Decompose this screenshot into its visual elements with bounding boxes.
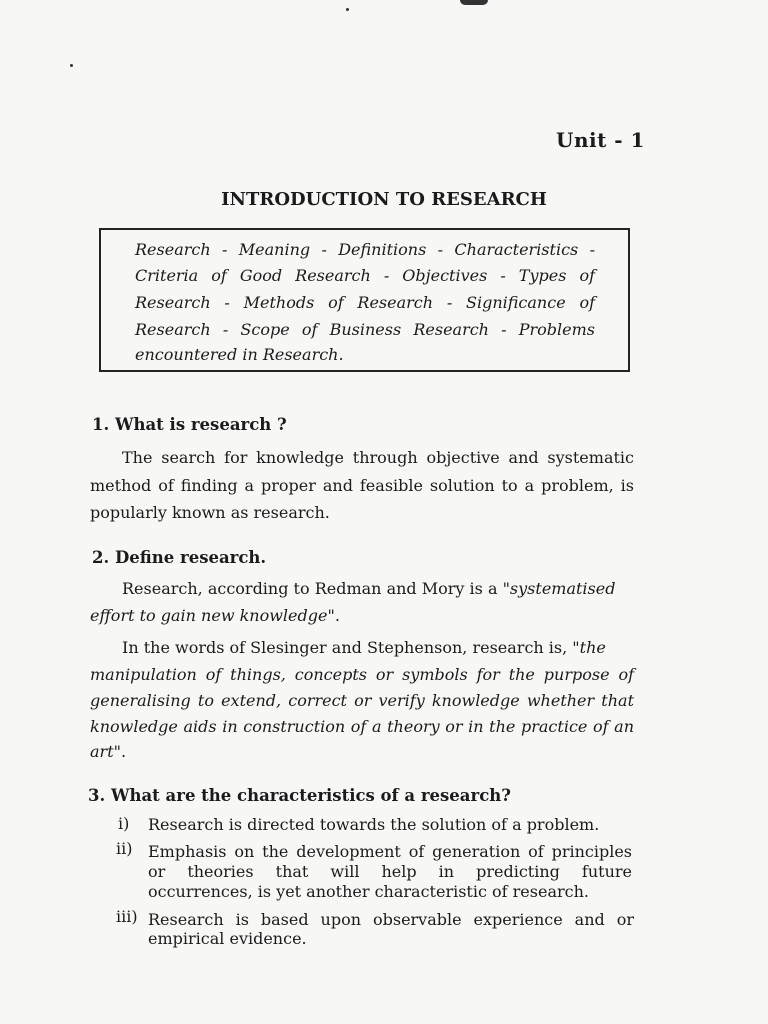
quote-line: manipulation of things, concepts or symbols for the purpose of <box>90 665 634 684</box>
quote-line: art". <box>90 742 127 761</box>
question-heading: 2. Define research. <box>92 548 267 567</box>
chapter-title: INTRODUCTION TO RESEARCH <box>221 189 547 210</box>
list-item-text: Emphasis on the development of generation of principles <box>148 842 632 861</box>
quote-text: "the <box>572 638 606 657</box>
paragraph-line: The search for knowledge through objective and systematic <box>122 448 634 467</box>
paragraph-line: method of finding a proper and feasible solution to a problem, is <box>90 476 634 495</box>
list-item-text: empirical evidence. <box>148 929 307 948</box>
list-item-number: i) <box>118 814 130 833</box>
paragraph-line <box>122 638 634 657</box>
quote-line: knowledge aids in construction of a theory or in the practice of an <box>90 717 634 736</box>
list-item-text: occurrences, is yet another characteristic of research. <box>148 882 589 901</box>
summary-line: Research - Meaning - Definitions - Characteristics - <box>135 240 595 259</box>
summary-line: encountered in Research. <box>135 345 344 364</box>
paragraph-line: popularly known as research. <box>90 503 330 522</box>
unit-label: Unit - 1 <box>556 128 645 152</box>
topics-summary-box <box>99 228 630 372</box>
summary-line: Research - Methods of Research - Significance of <box>135 293 595 312</box>
scan-speck <box>460 0 488 5</box>
question-heading: 1. What is research ? <box>92 415 287 434</box>
scan-speck <box>70 64 73 67</box>
scan-speck <box>346 8 349 11</box>
quote-text: "systematised <box>502 579 616 598</box>
paragraph-text: Research, according to Redman and Mory is a <box>122 579 503 598</box>
question-heading: 3. What are the characteristics of a research? <box>88 786 511 805</box>
list-item-number: iii) <box>116 907 138 926</box>
summary-line: Criteria of Good Research - Objectives - Types of <box>135 266 595 285</box>
paragraph-text: In the words of Slesinger and Stephenson, research is, <box>122 638 573 657</box>
list-item-text: Research is based upon observable experience and or <box>148 910 634 929</box>
paragraph-line <box>122 579 634 598</box>
list-item-text: or theories that will help in predicting future <box>148 862 632 881</box>
quote-line: effort to gain new knowledge". <box>90 606 340 625</box>
summary-line: Research - Scope of Business Research - Problems <box>135 320 595 339</box>
list-item-number: ii) <box>116 839 133 858</box>
list-item-text: Research is directed towards the solution of a problem. <box>148 815 600 834</box>
quote-line: generalising to extend, correct or verify knowledge whether that <box>90 691 634 710</box>
